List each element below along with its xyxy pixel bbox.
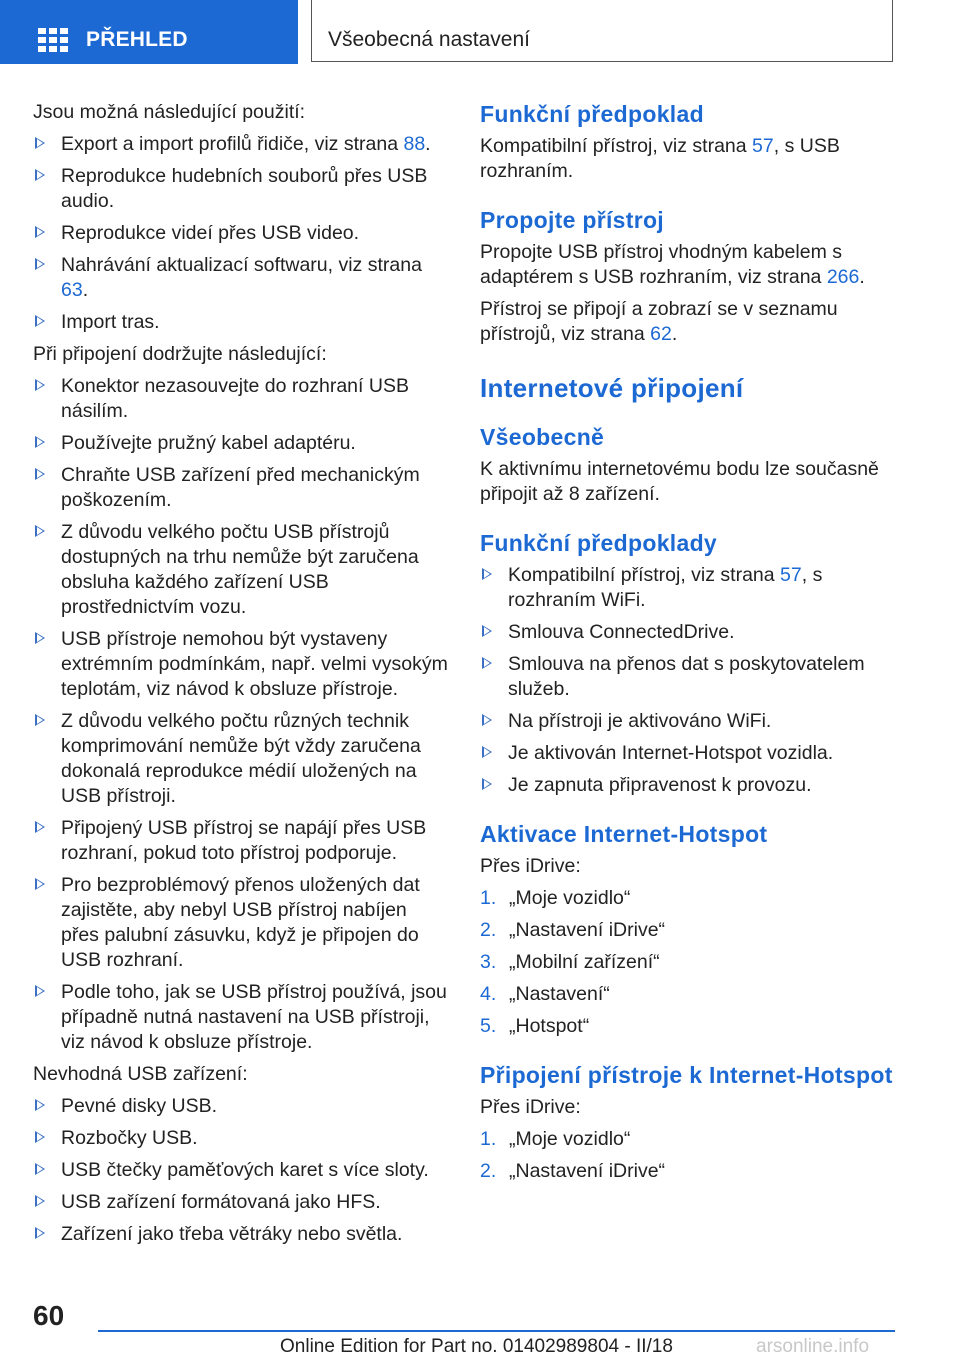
step-number: 2. [480,919,497,941]
bullet-triangle-icon [35,315,45,327]
list-item: USB zařízení formátovaná jako HFS. [33,1190,448,1215]
step-item [480,982,895,1007]
uses-list [33,132,448,335]
section-title: Všeobecná nastavení [328,28,530,51]
bullet-triangle-icon [482,625,492,637]
bullet-triangle-icon [35,226,45,238]
activate-steps [480,886,895,1039]
heading-general: Všeobecně [480,424,605,450]
section-header [311,0,893,62]
bullet-triangle-icon [35,258,45,270]
step-number: 1. [480,1128,497,1150]
connect-rules-list [33,374,448,1055]
page-number: 60 [33,1300,65,1331]
step-text: „Hotspot“ [509,1015,590,1037]
bullet-triangle-icon [35,1163,45,1175]
list-item: Chraňte USB zařízení před mechanickým poškozením. [33,463,448,513]
overview-tab[interactable] [0,0,298,64]
heading-prerequisites: Funkční předpoklady [480,530,718,556]
bullet-triangle-icon [482,714,492,726]
bullet-triangle-icon [482,568,492,580]
attach-intro: Přes iDrive: [480,1096,581,1118]
list-item: Z důvodu velkého počtu různých technik komprimování nemůže být vždy zaručena dokonalá reprodukce médií uložených na USB přístroji. [33,709,448,809]
page-link[interactable]: 63 [61,279,83,301]
bullet-triangle-icon [35,632,45,644]
bullet-triangle-icon [35,878,45,890]
activate-intro: Přes iDrive: [480,855,581,877]
heading-internet-connection: Internetové připojení [480,373,744,403]
prerequisites-list [480,563,895,798]
bullet-triangle-icon [35,379,45,391]
bullet-triangle-icon [482,778,492,790]
list-item: Konektor nezasouvejte do rozhraní USB násilím. [33,374,448,424]
attach-steps [480,1127,895,1184]
page-link[interactable]: 57 [780,564,802,586]
list-item: Pevné disky USB. [33,1094,448,1119]
bullet-triangle-icon [35,1099,45,1111]
bullet-triangle-icon [35,137,45,149]
connect-intro: Při připojení dodržujte následující: [33,343,327,365]
bullet-triangle-icon [482,657,492,669]
step-text: „Nastavení iDrive“ [509,919,666,941]
list-item: Reprodukce hudebních souborů přes USB audio. [33,164,448,214]
list-item: Kompatibilní přístroj, viz strana 57, s rozhraním WiFi. [480,563,895,613]
list-item: Smlouva na přenos dat s poskytovatelem služeb. [480,652,895,702]
list-item: Rozbočky USB. [33,1126,448,1151]
list-item: USB čtečky paměťových karet s více sloty. [33,1158,448,1183]
connect-text-2: Přístroj se připojí a zobrazí se v seznamu přístrojů, viz strana 62. [480,298,838,345]
list-item: Na přístroji je aktivováno WiFi. [480,709,895,734]
bullet-triangle-icon [35,525,45,537]
step-number: 5. [480,1015,497,1037]
step-text: „Moje vozidlo“ [509,1128,631,1150]
unsuitable-list [33,1094,448,1247]
bullet-triangle-icon [35,1227,45,1239]
watermark: arsonline.info [756,1336,870,1357]
bullet-triangle-icon [35,985,45,997]
step-item [480,1014,895,1039]
list-item: Používejte pružný kabel adaptéru. [33,431,448,456]
bullet-triangle-icon [482,746,492,758]
page-link[interactable]: 57 [752,135,774,157]
step-number: 1. [480,887,497,909]
uses-intro: Jsou možná následující použití: [33,101,306,123]
bullet-triangle-icon [35,714,45,726]
step-number: 3. [480,951,497,973]
page-link[interactable]: 88 [403,133,426,155]
list-item: Připojený USB přístroj se napájí přes USB rozhraní, pokud toto přístroj podporuje. [33,816,448,866]
list-item: Nahrávání aktualizací softwaru, viz strana 63. [33,253,448,303]
list-item: Podle toho, jak se USB přístroj používá, jsou případně nutná nastavení na USB přístroji, viz návod k obsluze přístroje. [33,980,448,1055]
right-column [480,100,895,1191]
heading-activate-hotspot: Aktivace Internet-Hotspot [480,821,768,847]
unsuitable-intro: Nevhodná USB zařízení: [33,1063,248,1085]
connect-text: Propojte USB přístroj vhodným kabelem s adaptérem s USB rozhraním, viz strana 266. [480,241,865,288]
bullet-triangle-icon [35,169,45,181]
list-item: Import tras. [33,310,448,335]
step-text: „Moje vozidlo“ [509,887,631,909]
footer-divider [98,1330,895,1332]
list-item: Pro bezproblémový přenos uložených dat zajistěte, aby nebyl USB přístroj nabíjen přes palubní zásuvku, když je připojen do USB rozhraní. [33,873,448,973]
heading-connect-device: Propojte přístroj [480,207,665,233]
bullet-triangle-icon [35,821,45,833]
step-item [480,1127,895,1152]
bullet-triangle-icon [35,436,45,448]
edition-text: Online Edition for Part no. 01402989804 - II/18 [280,1336,673,1357]
list-item: Reprodukce videí přes USB video. [33,221,448,246]
list-item: USB přístroje nemohou být vystaveny extrémním podmínkám, např. velmi vysokým teplotám, viz návod k obsluze přístroje. [33,627,448,702]
list-item: Z důvodu velkého počtu USB přístrojů dostupných na trhu nemůže být zaručena obsluha každého zařízení USB prostřednictvím vozu. [33,520,448,620]
step-text: „Mobilní zařízení“ [509,951,660,973]
list-item: Export a import profilů řidiče, viz strana 88. [33,132,448,157]
step-text: „Nastavení iDrive“ [509,1160,666,1182]
step-item [480,886,895,911]
heading-prerequisite: Funkční předpoklad [480,101,704,127]
bullet-triangle-icon [35,1195,45,1207]
step-text: „Nastavení“ [509,983,610,1005]
page-link[interactable]: 62 [650,323,672,345]
list-item: Smlouva ConnectedDrive. [480,620,895,645]
prerequisite-text: Kompatibilní přístroj, viz strana 57, s USB rozhraním. [480,135,840,182]
list-item: Je aktivován Internet-Hotspot vozidla. [480,741,895,766]
left-column [33,100,448,1254]
overview-label: PŘEHLED [86,28,188,51]
bullet-triangle-icon [35,1131,45,1143]
general-text: K aktivnímu internetovému bodu lze současně připojit až 8 zařízení. [480,458,879,505]
page-link[interactable]: 266 [826,266,860,288]
list-item: Zařízení jako třeba větráky nebo světla. [33,1222,448,1247]
step-number: 4. [480,983,497,1005]
heading-attach-device: Připojení přístroje k Internet-Hotspot [480,1062,893,1088]
step-item [480,950,895,975]
step-item [480,918,895,943]
bullet-triangle-icon [35,468,45,480]
list-item: Je zapnuta připravenost k provozu. [480,773,895,798]
step-item [480,1159,895,1184]
step-number: 2. [480,1160,497,1182]
grid-menu-icon [38,28,68,52]
